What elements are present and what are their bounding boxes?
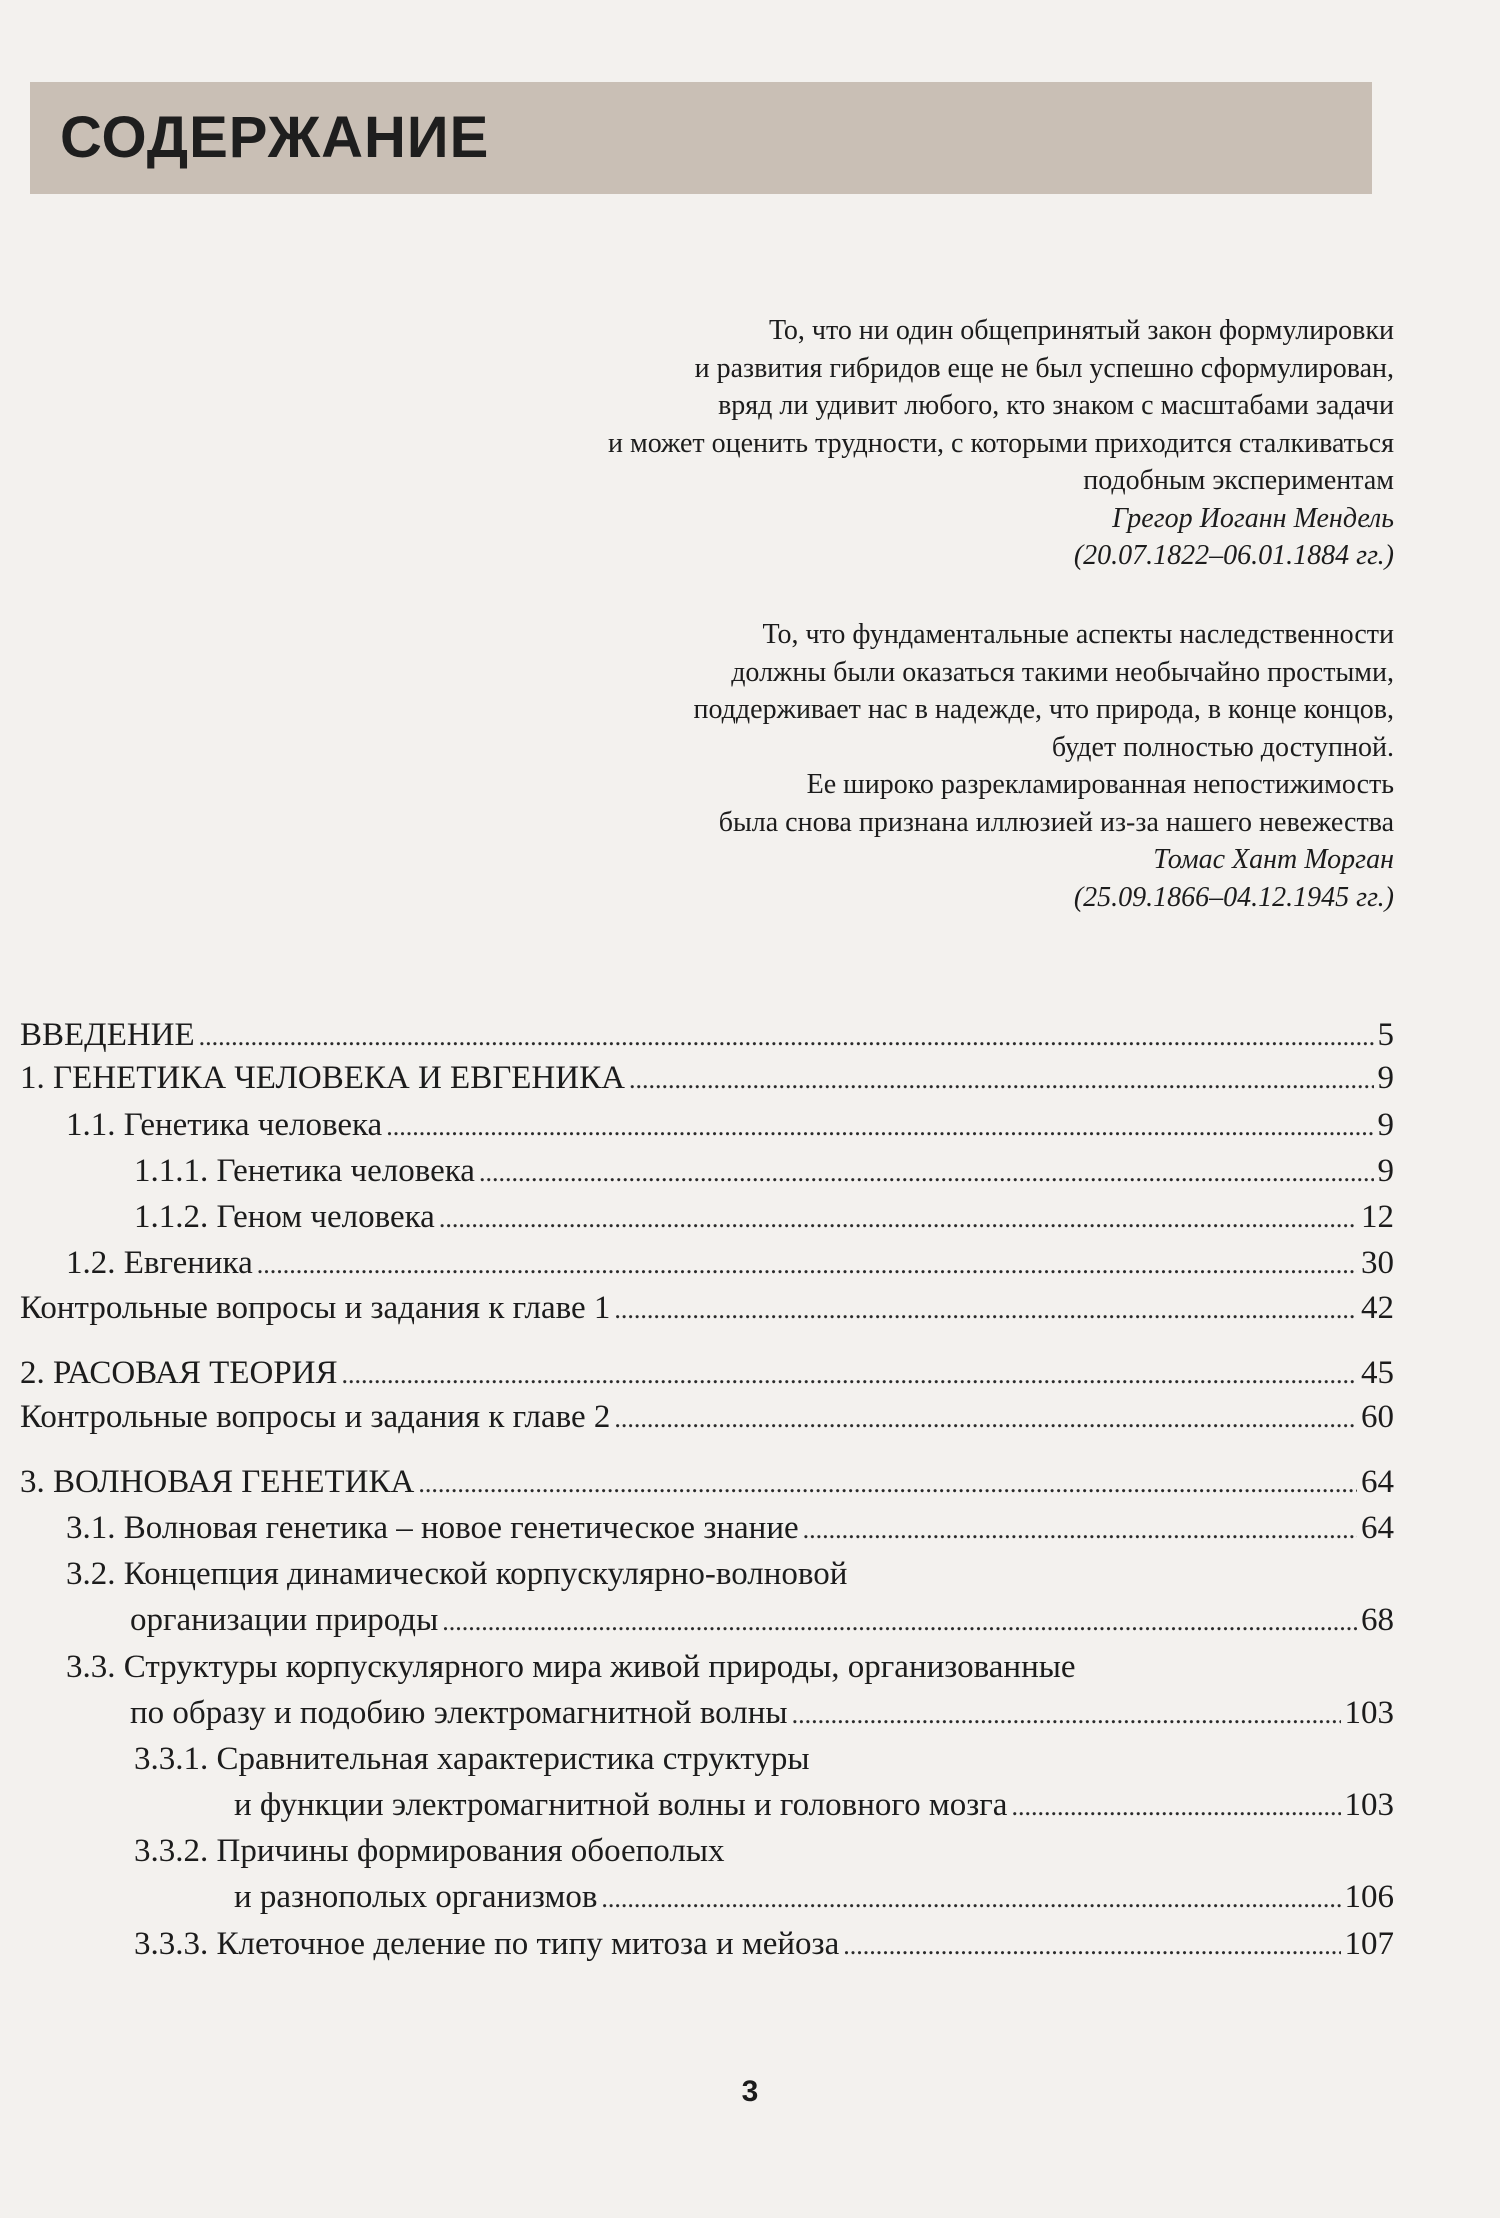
toc-leader: [601, 1880, 1340, 1918]
epigraph-dates: (25.09.1866–04.12.1945 гг.): [1073, 881, 1394, 913]
toc-label: Контрольные вопросы и задания к главе 2: [20, 1399, 611, 1435]
toc-entry[interactable]: [66, 1648, 1394, 1734]
toc-leader: [803, 1511, 1357, 1549]
toc-page: 30: [1361, 1245, 1394, 1281]
epigraph-line: и может оценить трудности, с которыми приходится сталкиваться: [608, 427, 1394, 459]
toc-page: 60: [1361, 1399, 1394, 1435]
toc-page: 9: [1377, 1060, 1394, 1096]
toc-leader: [614, 1400, 1357, 1438]
toc-label: 3.3.3. Клеточное деление по типу митоза и мейоза: [134, 1926, 840, 1962]
toc-label: 3. ВОЛНОВАЯ ГЕНЕТИКА: [20, 1464, 415, 1500]
epigraph-author: Томас Хант Морган: [1153, 844, 1394, 875]
toc-entry[interactable]: [20, 1059, 1394, 1099]
toc-label: 1. ГЕНЕТИКА ЧЕЛОВЕКА И ЕВГЕНИКА: [20, 1060, 625, 1096]
toc-entry[interactable]: [66, 1244, 1394, 1284]
toc-leader: [199, 1018, 1374, 1056]
toc-label: 3.1. Волновая генетика – новое генетическое знание: [66, 1510, 799, 1546]
toc-entry[interactable]: [134, 1925, 1394, 1965]
epigraph-dates: (20.07.1822–06.01.1884 гг.): [1073, 540, 1394, 571]
epigraph-line: будет полностью доступной.: [1051, 731, 1394, 763]
epigraph-line: То, что ни один общепринятый закон формулировки: [768, 315, 1394, 346]
toc-label: 2. РАСОВАЯ ТЕОРИЯ: [20, 1355, 338, 1391]
toc-entry[interactable]: [20, 1016, 1394, 1056]
toc-label: и функции электромагнитной волны и головного мозга: [234, 1787, 1008, 1823]
toc-page: 64: [1361, 1510, 1394, 1546]
toc-leader: [792, 1696, 1341, 1734]
toc-page: 9: [1377, 1107, 1394, 1143]
toc-label: 3.3. Структуры корпускулярного мира живой природы, организованные: [66, 1649, 1076, 1685]
toc-label: по образу и подобию электромагнитной волны: [130, 1695, 788, 1731]
epigraph-line: была снова признана иллюзией из-за нашего невежества: [718, 806, 1394, 838]
toc-leader: [479, 1154, 1374, 1192]
toc-page: 5: [1377, 1017, 1394, 1053]
toc-label: 3.3.1. Сравнительная характеристика структуры: [134, 1741, 810, 1777]
toc-leader: [386, 1108, 1373, 1146]
toc-label: 3.3.2. Причины формирования обоеполых: [134, 1833, 725, 1869]
toc-leader: [257, 1246, 1357, 1284]
toc-entry[interactable]: [66, 1106, 1394, 1146]
toc-entry[interactable]: [66, 1555, 1394, 1641]
toc-label: Контрольные вопросы и задания к главе 1: [20, 1290, 611, 1326]
epigraph-author: Грегор Иоганн Мендель: [1112, 502, 1394, 534]
toc-entry[interactable]: [134, 1740, 1394, 1826]
toc-label: 1.2. Евгеника: [66, 1245, 253, 1281]
toc-leader: [418, 1465, 1357, 1503]
toc-page: 68: [1361, 1602, 1394, 1638]
toc-label: 1.1.1. Генетика человека: [134, 1153, 475, 1189]
page-title: СОДЕРЖАНИЕ: [60, 105, 490, 170]
toc-entry[interactable]: [20, 1289, 1394, 1329]
toc-label: ВВЕДЕНИЕ: [20, 1017, 195, 1053]
epigraph-line: Ее широко разрекламированная непостижимость: [806, 769, 1394, 800]
toc-leader: [1011, 1788, 1340, 1826]
epigraph-line: поддерживает нас в надежде, что природа, в конце концов,: [693, 694, 1394, 725]
toc-label: 1.1. Генетика человека: [66, 1107, 383, 1143]
epigraph-line: и развития гибридов еще не был успешно сформулирован,: [694, 352, 1394, 384]
toc-label: и разнополых организмов: [234, 1879, 598, 1915]
toc-page: 107: [1344, 1926, 1394, 1962]
toc-entry[interactable]: [20, 1463, 1394, 1503]
toc-leader: [342, 1356, 1357, 1394]
toc-entry[interactable]: [134, 1198, 1394, 1238]
epigraph-line: вряд ли удивит любого, кто знаком с масштабами задачи: [718, 390, 1394, 421]
toc-leader: [629, 1061, 1374, 1099]
toc-page: 45: [1361, 1355, 1394, 1391]
toc-page: 12: [1361, 1199, 1394, 1235]
toc-entry[interactable]: [134, 1152, 1394, 1192]
toc-entry[interactable]: [134, 1832, 1394, 1918]
toc-page: 103: [1344, 1787, 1394, 1823]
toc-leader: [843, 1927, 1340, 1965]
toc-leader: [614, 1291, 1357, 1329]
toc-page: 9: [1377, 1153, 1394, 1189]
toc-entry[interactable]: [66, 1509, 1394, 1549]
epigraph-line: должны были оказаться такими необычайно простыми,: [731, 656, 1394, 688]
toc-page: 106: [1344, 1879, 1394, 1915]
toc-label: 3.2. Концепция динамической корпускулярно-волновой: [66, 1556, 848, 1592]
toc-page: 103: [1344, 1695, 1394, 1731]
toc-page: 64: [1361, 1464, 1394, 1500]
epigraph-line: То, что фундаментальные аспекты наследственности: [762, 619, 1394, 650]
toc-entry[interactable]: [20, 1354, 1394, 1394]
toc-entry[interactable]: [20, 1398, 1394, 1438]
toc-leader: [442, 1603, 1357, 1641]
epigraph-line: подобным экспериментам: [1083, 465, 1394, 496]
toc-leader: [439, 1200, 1357, 1238]
toc-page: 42: [1361, 1290, 1394, 1326]
toc-label: организации природы: [130, 1602, 439, 1638]
toc-label: 1.1.2. Геном человека: [134, 1199, 435, 1235]
page-number: 3: [741, 2075, 759, 2108]
